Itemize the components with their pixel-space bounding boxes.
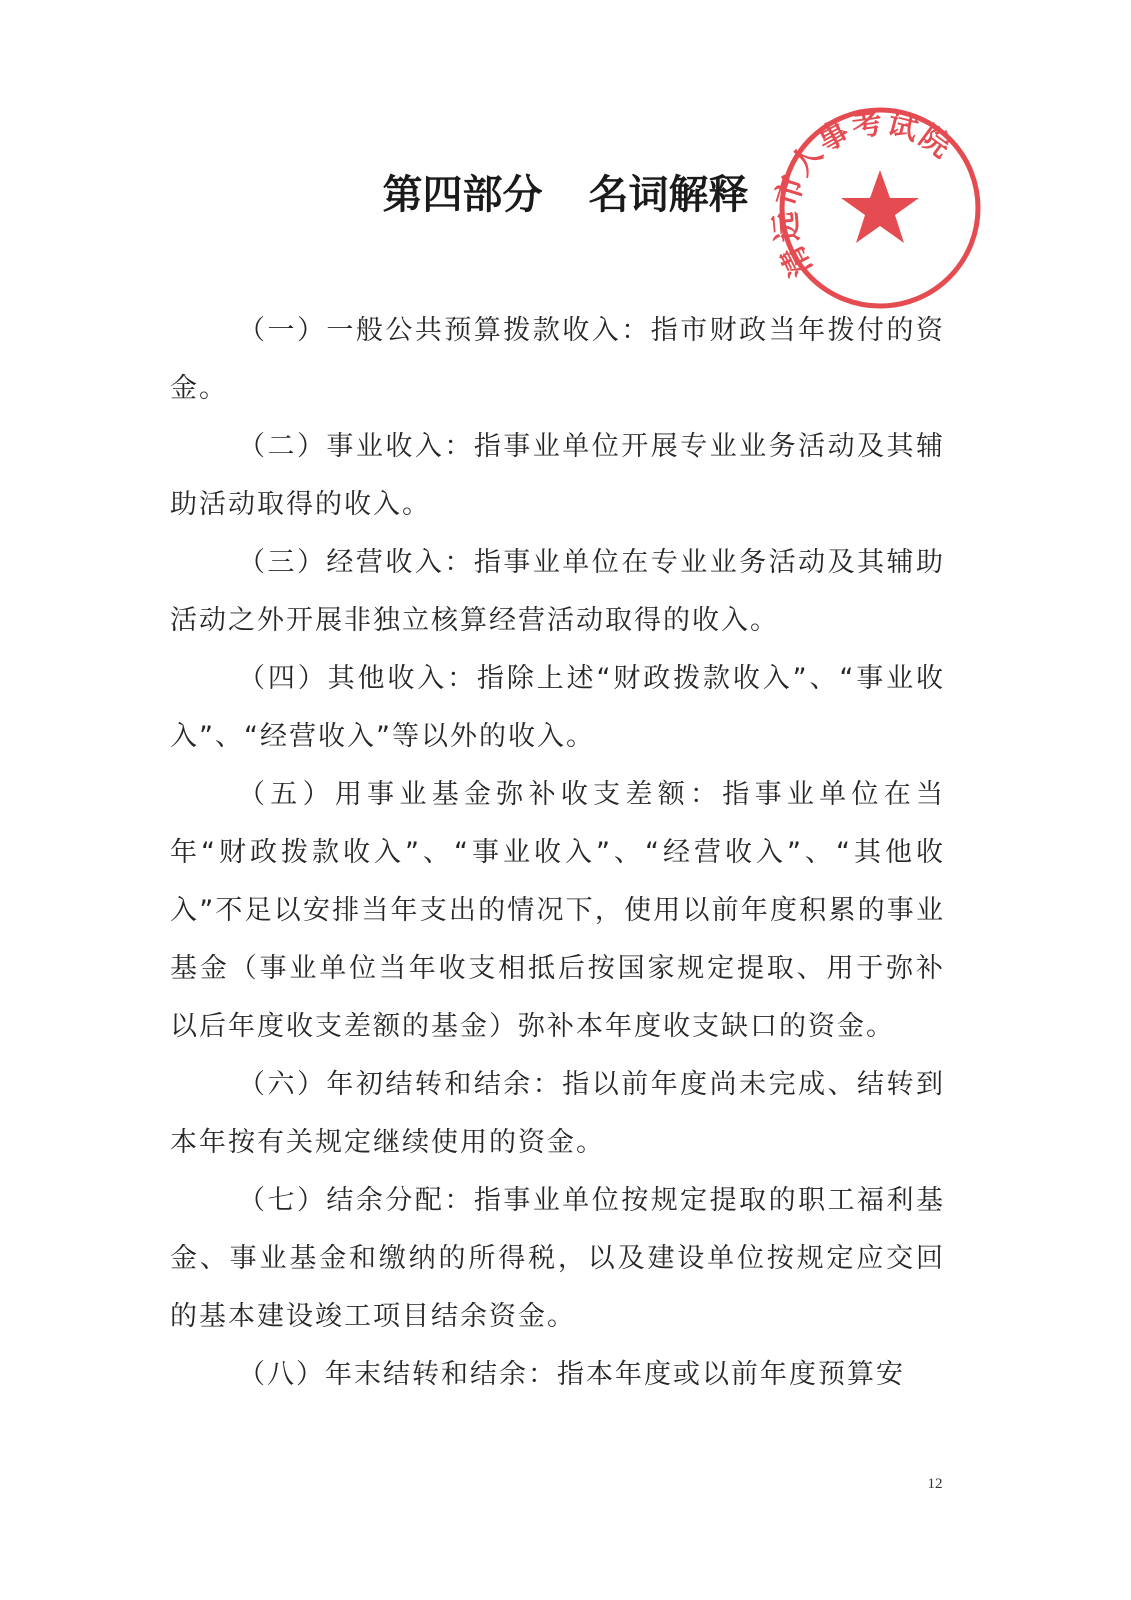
- star-icon: [841, 170, 919, 243]
- seal-text: 清远市人事考试院: [768, 105, 959, 283]
- paragraph-3: （三）经营收入：指事业单位在专业业务活动及其辅助活动之外开展非独立核算经营活动取得的收入。: [170, 547, 945, 636]
- paragraph-7: （七）结余分配：指事业单位按规定提取的职工福利基金、事业基金和缴纳的所得税，以及建设单位按规定应交回的基本建设竣工项目结余资金。: [170, 1185, 945, 1332]
- paragraph-8: （八）年末结转和结余：指本年度或以前年度预算安: [238, 1359, 905, 1390]
- title-part: 第四部分: [382, 171, 543, 218]
- paragraph-5: （五）用事业基金弥补收支差额：指事业单位在当年“财政拨款收入”、“事业收入”、“经营收入”、“其他收入”不足以安排当年支出的情况下，使用以前年度积累的事业基金（事业单位当年收支相抵后按国家规定提取、用于弥补以后年度收支差额的基金）弥补本年度收支缺口的资金。: [170, 779, 945, 1042]
- paragraph-6: （六）年初结转和结余：指以前年度尚未完成、结转到本年按有关规定继续使用的资金。: [170, 1069, 945, 1158]
- paragraph-1: （一）一般公共预算拨款收入：指市财政当年拨付的资金。: [170, 315, 945, 404]
- paragraph-2: （二）事业收入：指事业单位开展专业业务活动及其辅助活动取得的收入。: [170, 431, 945, 520]
- title-name: 名词解释: [588, 171, 749, 218]
- document-body: [170, 302, 945, 1404]
- official-seal-stamp: [768, 104, 990, 316]
- paragraph-4: （四）其他收入：指除上述“财政拨款收入”、“事业收入”、“经营收入”等以外的收入。: [170, 663, 945, 752]
- page-number: 12: [927, 1476, 943, 1492]
- svg-text:清远市人事考试院: [768, 106, 959, 282]
